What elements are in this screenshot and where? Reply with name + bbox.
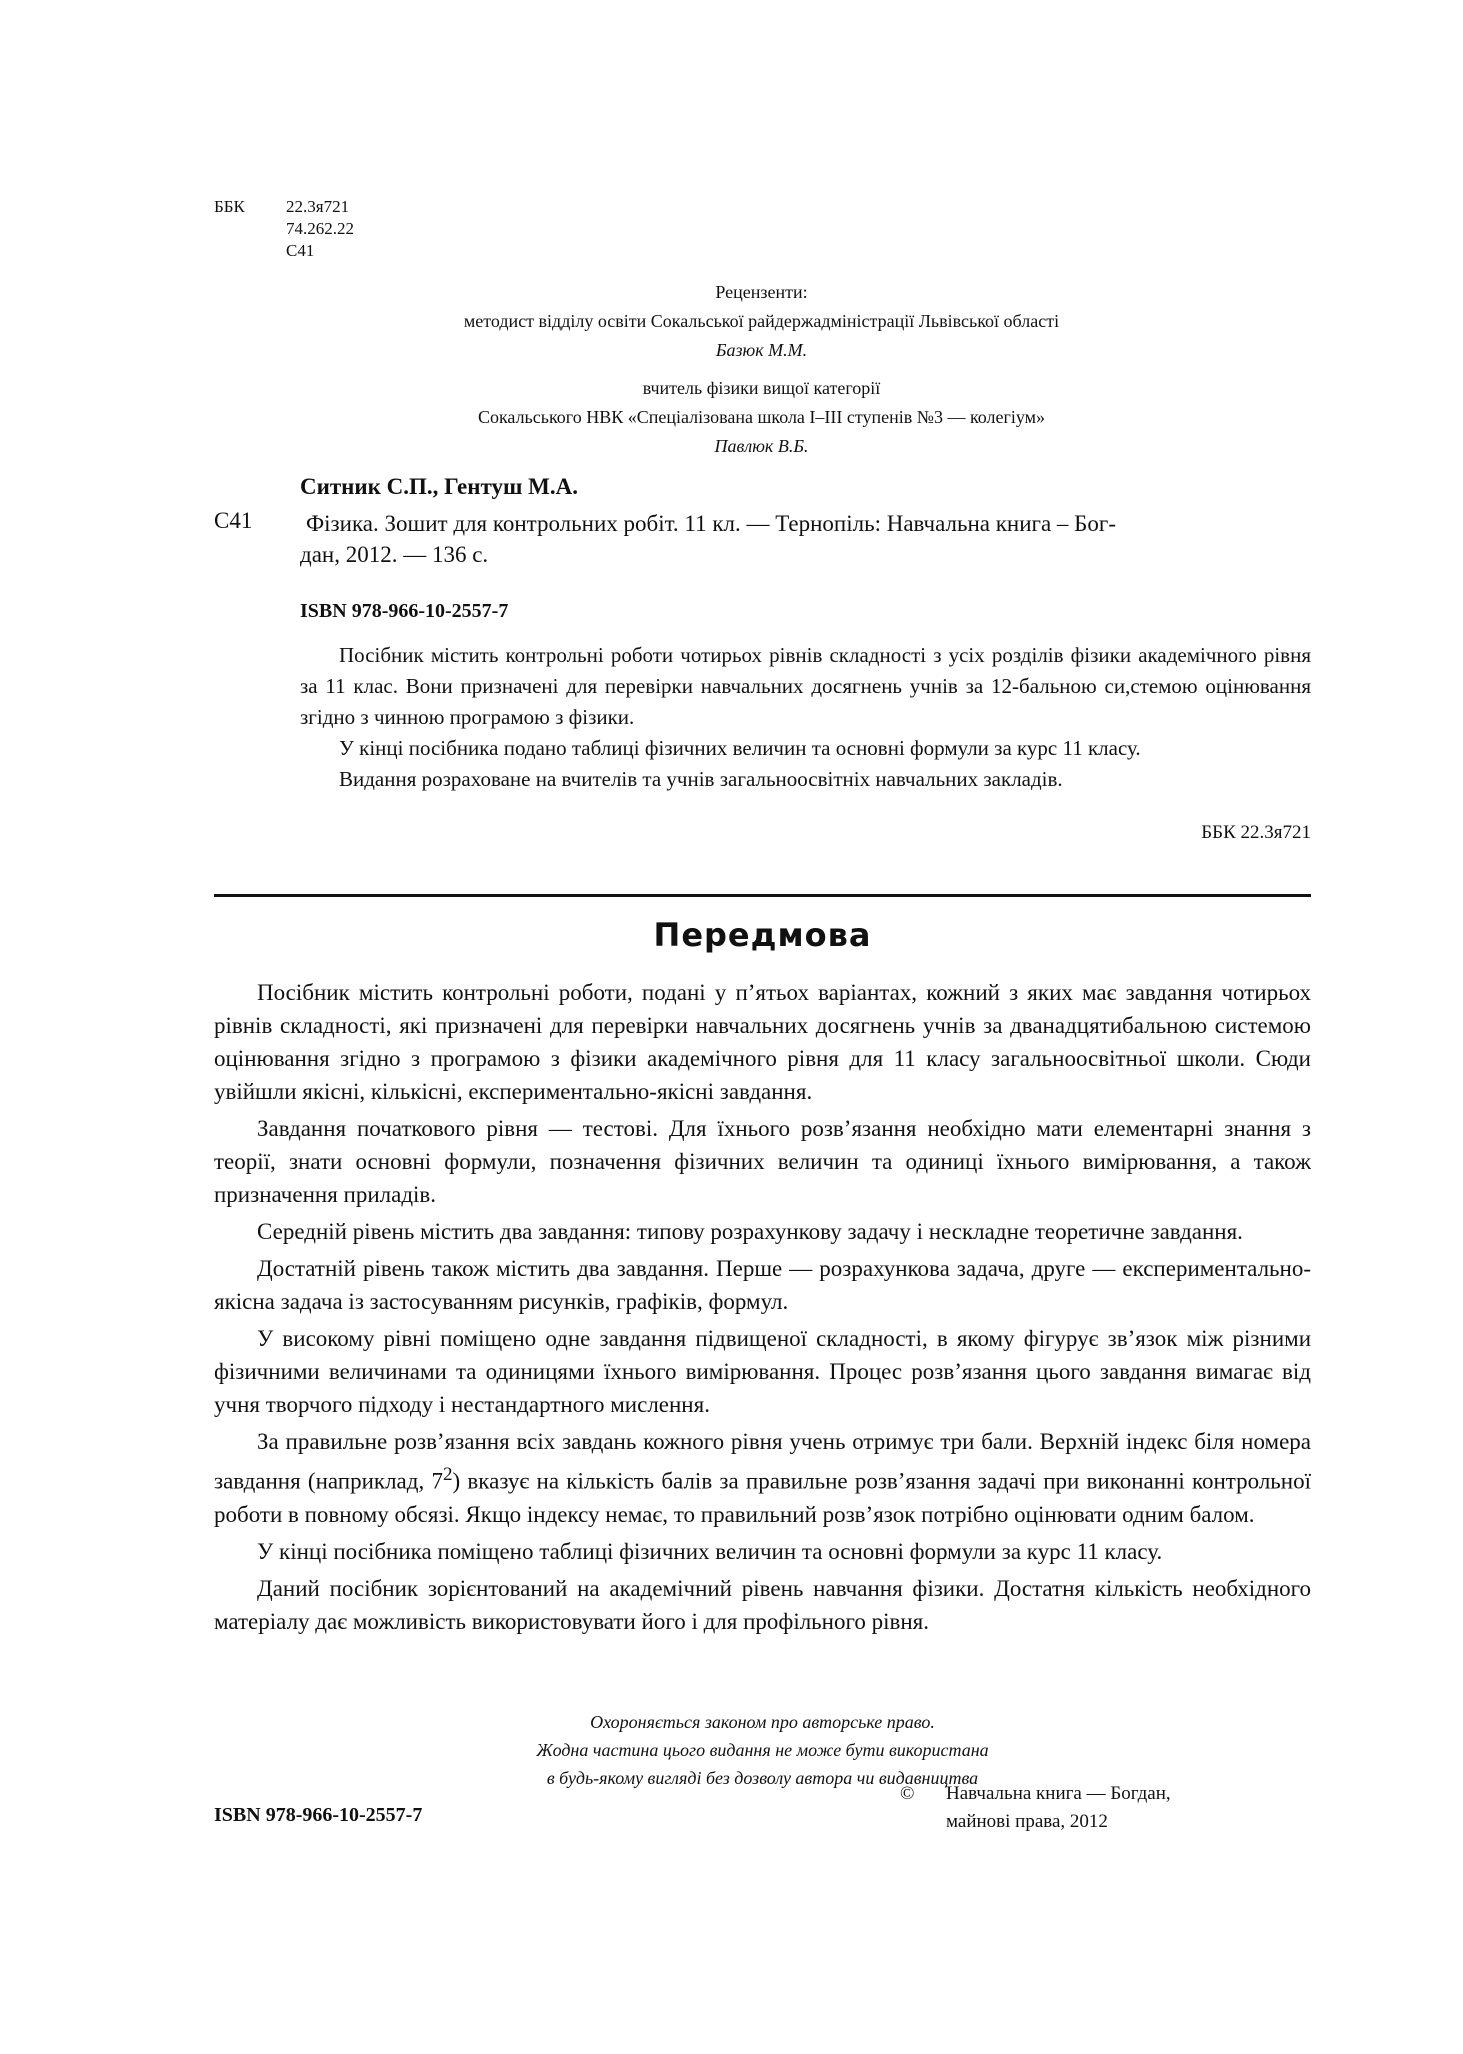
copyright-line: Охороняється законом про авторське право. <box>590 1712 935 1732</box>
preface-body <box>214 976 1311 1642</box>
isbn-top: ISBN 978-966-10-2557-7 <box>300 600 509 622</box>
biblio-line-2: дан, 2012. — 136 с. <box>300 542 489 567</box>
annotation-paragraph: У кінці посібника подано таблиці фізичних величин та основні формули за курс 11 класу. <box>339 736 1141 760</box>
reviewer-2-name: Павлюк В.Б. <box>714 436 809 456</box>
reviewer-2-school: Сокальського НВК «Спеціалізована школа І–ІІІ ступенів №3 — колегіум» <box>477 407 1046 427</box>
preface-paragraph: У високому рівні поміщено одне завдання підвищеної складності, в якому фігурує зв’язок між різними фізичними величинами та одиницями їхнього вимірювання. Процес розв’язання цього завдання вимагає від учня творчого підходу і нестандартного мислення. <box>214 1326 1311 1417</box>
reviewers-block <box>214 278 1309 461</box>
copyright-symbol: © <box>900 1783 915 1804</box>
bbk-code: С41 <box>286 241 315 260</box>
preface-paragraph <box>214 1425 1311 1531</box>
p6-text-after: ) вказує на кількість балів за правильне розв’язання задачі при виконанні контрольної роботи в повному обсязі. Якщо індексу немає, то правильний розв’язок потрібно оцінювати одним балом. <box>214 1468 1311 1527</box>
bbk-codes <box>286 196 354 262</box>
isbn-bottom: ISBN 978-966-10-2557-7 <box>214 1804 423 1826</box>
p6-text-before: За правильне розв’язання всіх завдань кожного рівня учень отримує три бали. Верхній індекс біля номера завдання (наприклад, 7 <box>214 1429 1311 1494</box>
annotation-paragraph: Посібник містить контрольні роботи чотирьох рівнів складності з усіх розділів фізики академічного рівня за 11 клас. Вони призначені для перевірки навчальних досягнень учнів за 12-бальною си,стемою оцінювання згідно з чинною програмою з фізики. <box>300 643 1311 729</box>
publisher-line: Навчальна книга — Богдан, <box>946 1783 1171 1804</box>
preface-paragraph: Даний посібник зорієнтований на академічний рівень навчання фізики. Достатня кількість необхідного матеріалу дає можливість використовувати його і для профільного рівня. <box>214 1575 1311 1634</box>
preface-title: Передмова <box>653 916 872 954</box>
preface-paragraph: Завдання початкового рівня — тестові. Для їхнього розв’язання необхідно мати елементарні знання з теорії, знати основні формули, позначення фізичних величин та одиниці їхнього вимірювання, а також призначення приладів. <box>214 1116 1311 1207</box>
reviewer-1-position: методист відділу освіти Сокальської райдержадміністрації Львівської області <box>463 311 1060 331</box>
publisher-line: майнові права, 2012 <box>946 1811 1108 1832</box>
bbk-code: 74.262.22 <box>286 219 354 238</box>
preface-paragraph: У кінці посібника поміщено таблиці фізичних величин та основні формули за курс 11 класу. <box>257 1538 1163 1564</box>
bbk-short: ББК 22.3я721 <box>1201 822 1311 843</box>
biblio-line-1: Фізика. Зошит для контрольних робіт. 11 кл. — Тернопіль: Навчальна книга – Бог- <box>306 511 1116 536</box>
superscript-example: 2 <box>442 1464 453 1485</box>
bbk-label: ББК <box>214 197 245 216</box>
preface-paragraph: Достатній рівень також містить два завдання. Перше — розрахункова задача, друге — експериментально-якісна задача із застосуванням рисунків, графіків, формул. <box>214 1256 1311 1314</box>
bibliographic-record <box>300 508 1311 570</box>
copyright-line: в будь-якому вигляді без дозволу автора чи видавництва <box>546 1768 979 1788</box>
catalog-mark: С41 <box>214 508 253 533</box>
divider <box>214 894 1311 897</box>
authors: Ситник С.П., Гентуш М.А. <box>300 474 578 499</box>
annotation <box>300 640 1311 795</box>
reviewers-heading: Рецензенти: <box>715 282 808 302</box>
reviewer-1-name: Базюк М.М. <box>715 340 808 360</box>
publisher-text <box>946 1780 1171 1836</box>
copyright-line: Жодна частина цього видання не може бути використана <box>536 1740 989 1760</box>
annotation-paragraph: Видання розраховане на вчителів та учнів загальноосвітніх навчальних закладів. <box>339 767 1063 791</box>
bbk-code: 22.3я721 <box>286 197 350 216</box>
reviewer-2-position: вчитель фізики вищої категорії <box>642 378 881 398</box>
preface-paragraph: Посібник містить контрольні роботи, подані у п’ятьох варіантах, кожний з яких має завдання чотирьох рівнів складності, які призначені для перевірки навчальних досягнень учнів за дванадцятибальною системою оцінювання згідно з програмою з фізики академічного рівня для 11 класу загальноосвітньої школи. Сюди увійшли якісні, кількісні, експериментально-якісні завдання. <box>214 980 1311 1104</box>
preface-paragraph: Середній рівень містить два завдання: типову розрахункову задачу і нескладне теоретичне завдання. <box>257 1219 1243 1244</box>
